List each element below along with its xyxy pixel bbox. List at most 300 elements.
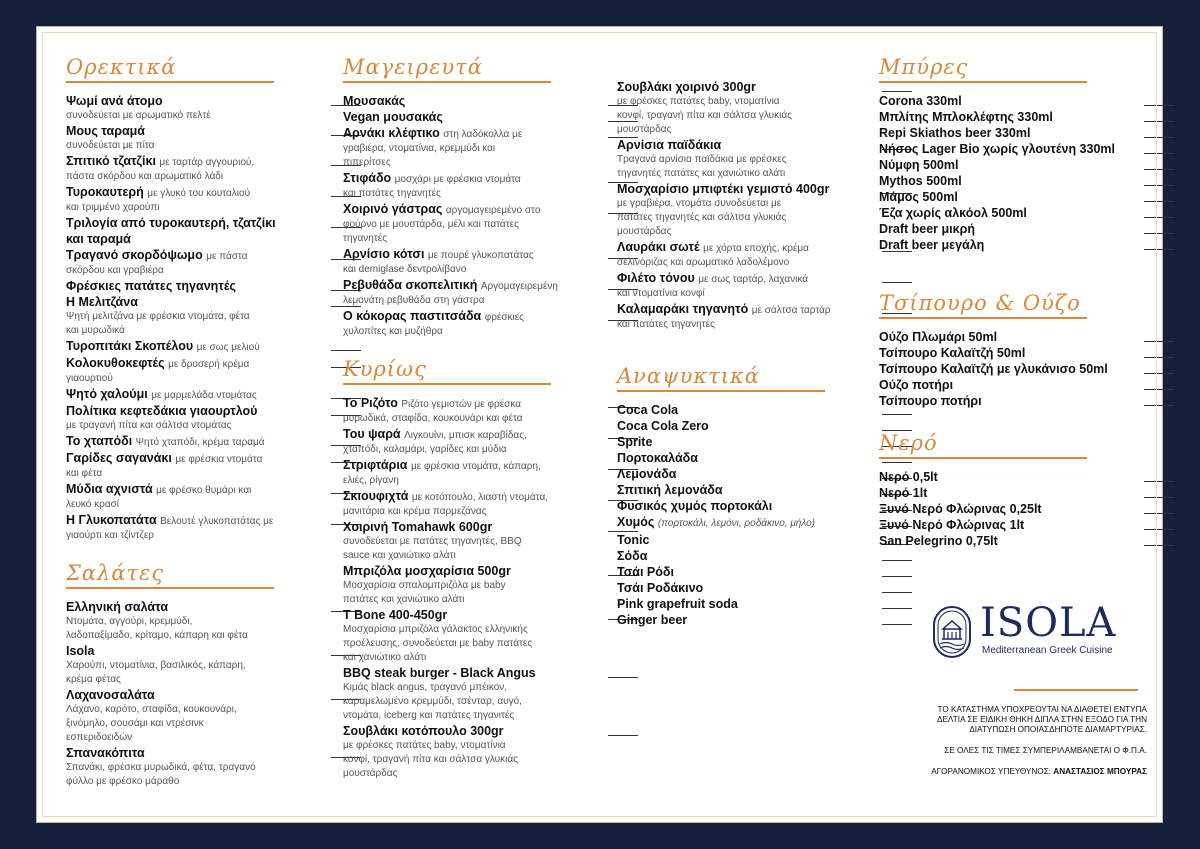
menu-item (343, 308, 588, 339)
price-blank-line (1144, 105, 1174, 106)
menu-item (879, 329, 1124, 345)
item-name-line (879, 141, 1124, 157)
responsible-name: ΑΝΑΣΤΑΣΙΟΣ ΜΠΟΥΡΑΣ (1053, 767, 1147, 776)
price-blank-line (608, 735, 638, 736)
menu-item (879, 237, 1124, 253)
item-name-line (617, 596, 862, 612)
menu-item (617, 402, 862, 418)
item-name: Ελληνική σαλάτα (66, 600, 169, 614)
item-name: Τυροπιτάκι Σκοπέλου (66, 339, 194, 353)
menu-item (879, 93, 1124, 109)
item-description: Μοσχαρίσια μπριζόλα γάλακτος ελληνικής (343, 624, 528, 635)
item-inline-description: με φρέσκο θυμάρι και (156, 485, 252, 496)
menu-item (879, 109, 1124, 125)
section-header-spirits (879, 293, 1139, 321)
item-name: Σκιουφιχτά (343, 489, 409, 503)
spirits-list (879, 329, 1139, 409)
menu-item (617, 239, 862, 270)
item-description: συνοδεύεται με πίτα (66, 140, 155, 151)
item-name: Draft beer μεγάλη (879, 238, 985, 252)
item-description: sauce και χανιώτικο αλάτι (343, 550, 456, 561)
menu-item (343, 723, 588, 781)
item-name: Πορτοκαλάδα (617, 451, 698, 465)
item-name-line (343, 488, 588, 505)
item-name-line (879, 189, 1124, 205)
item-name-line (66, 481, 311, 498)
item-description: τηγανητές (343, 233, 388, 244)
item-description: γραβιέρα, ντοματίνια, κρεμμύδι και (343, 143, 496, 154)
item-name: Isola (66, 644, 95, 658)
section-title: Μαγειρευτά (343, 55, 483, 79)
item-description: μουστάρδας (617, 124, 672, 135)
item-description: προέλευσης, συνοδεύεται με baby πατάτες (343, 638, 533, 649)
item-name: Τσίπουρο Καλαϊτζή 50ml (879, 346, 1026, 360)
item-name-line (343, 201, 588, 218)
item-name-line (879, 221, 1124, 237)
item-name-line (66, 355, 311, 372)
menu-item (879, 485, 1124, 501)
price-blank-line (1144, 389, 1174, 390)
menu-item (66, 215, 311, 247)
price-blank-line (1144, 545, 1174, 546)
item-inline-description: στη λαδόκολλα με (443, 129, 523, 140)
item-description: Μοσχαρίσια σπαλομπριζόλα με baby (343, 580, 506, 591)
item-description: και demiglase δεντρολίβανο (343, 264, 467, 275)
section-title: Κυρίως (343, 357, 427, 381)
item-name: Πολίτικα κεφτεδάκια γιαουρτλού (66, 404, 258, 418)
item-name: Τσάι Ροδάκινο (617, 581, 704, 595)
price-blank-line (1144, 233, 1174, 234)
item-name: Του ψαρά (343, 427, 401, 441)
item-description: Κιμάς black angus, τραγανό μπέικον, (343, 682, 508, 693)
item-inline-description: με ταρτάρ αγγουριού, (159, 157, 255, 168)
menu-item (66, 450, 311, 481)
price-blank-line (882, 608, 912, 609)
price-blank-line (1144, 217, 1174, 218)
item-name-line (617, 434, 862, 450)
beers-list (879, 93, 1139, 253)
item-description: πιπερίτσες (343, 157, 391, 168)
item-description: Ψητή μελιτζάνα με φρέσκια ντομάτα, φέτα (66, 311, 250, 322)
item-description: πατάτες τηγανητές και σάλτσα γλυκιάς (617, 212, 787, 223)
item-name-line (66, 512, 311, 529)
section-title: Τσίπουρο & Ούζο (879, 291, 1081, 315)
section-title: Αναψυκτικά (617, 364, 760, 388)
item-name: San Pelegrino 0,75lt (879, 534, 998, 548)
menu-item (617, 612, 862, 628)
price-blank-line (1144, 341, 1174, 342)
section-title: Ορεκτικά (66, 55, 177, 79)
item-description: και πατάτες τηγανητές (343, 188, 441, 199)
item-name-line (879, 501, 1124, 517)
item-inline-description: με φρέσκια ντομάτα, κάπαρη, (410, 461, 541, 472)
item-inline-description: με γλυκό του κουταλιού (147, 188, 251, 199)
item-name-line (617, 301, 862, 318)
item-description: λευκό κρασί (66, 499, 120, 510)
item-description: με φρέσκες πατάτες baby, ντοματίνια (343, 740, 506, 751)
item-name-line (66, 450, 311, 467)
item-name: Λεμονάδα (617, 467, 677, 481)
item-name: Μους ταραμά (66, 124, 145, 138)
item-name-line (617, 564, 862, 580)
item-name: Στριφτάρια (343, 458, 408, 472)
item-name-line (617, 482, 862, 498)
menu-item (66, 247, 311, 278)
menu-item (343, 170, 588, 201)
menu-item (879, 517, 1124, 533)
item-description: μουστάρδας (343, 768, 398, 779)
menu-item (879, 377, 1124, 393)
soft-drinks-list (617, 402, 877, 628)
item-name-continued: και ταραμά (66, 232, 131, 246)
price-blank-line (1144, 373, 1174, 374)
menu-item (66, 433, 311, 450)
menu-item (879, 205, 1124, 221)
item-description: και φέτα (66, 468, 103, 479)
item-inline-description: Αργομαγειρεμένη (480, 281, 558, 292)
item-name: Coca Cola (617, 403, 679, 417)
menu-item (343, 488, 588, 519)
item-description: γιαούρτι και τζίντζερ (66, 530, 154, 541)
item-inline-description: μοσχάρι με φρέσκια ντομάτα (394, 174, 521, 185)
item-name-line (617, 548, 862, 564)
price-blank-line (608, 677, 638, 678)
price-blank-line (1144, 405, 1174, 406)
item-name: Μύδια αχνιστά (66, 482, 153, 496)
item-name: Draft beer μικρή (879, 222, 975, 236)
item-description: Ντομάτα, αγγούρι, κρεμμύδι, (66, 616, 193, 627)
menu-item (617, 532, 862, 548)
item-name-line (66, 153, 311, 170)
price-blank-line (1144, 529, 1174, 530)
item-name-line (617, 498, 862, 514)
item-name: Στιφάδο (343, 171, 392, 185)
brand-tagline: Mediterranean Greek Cuisine (982, 645, 1113, 656)
item-description: γιαουρτιού (66, 373, 113, 384)
item-description: Τραγανά αρνίσια παϊδάκια με φρέσκες (617, 154, 787, 165)
item-description: καραμελωμένο κρεμμύδι, τσένταρ, αυγό, (343, 696, 522, 707)
menu-item (617, 301, 862, 332)
price-blank-line (1144, 185, 1174, 186)
menu-item (617, 270, 862, 301)
menu-item (66, 278, 311, 294)
item-description: φούρνο με μουστάρδα, μέλι και πατάτες (343, 219, 519, 230)
item-name-line (66, 338, 311, 355)
item-description: με φρέσκες πατάτες baby, ντοματίνια (617, 96, 780, 107)
item-name-line (879, 517, 1124, 533)
item-name: Νερό 0,5lt (879, 470, 938, 484)
item-name-line (879, 173, 1124, 189)
menu-item (343, 665, 588, 723)
item-name: Αρνίσια παϊδάκια (617, 138, 722, 152)
item-name-line (343, 246, 588, 263)
menu-item (617, 418, 862, 434)
item-name: Νύμφη 500ml (879, 158, 959, 172)
menu-item (343, 277, 588, 308)
legal-notice (877, 705, 1147, 777)
item-name: Καλαμαράκι τηγανητό (617, 302, 749, 316)
item-name: Χοιρινή Tomahawk 600gr (343, 520, 493, 534)
item-name: Τσίπουρο ποτήρι (879, 394, 982, 408)
section-title: Μπύρες (879, 55, 969, 79)
item-inline-description: με σάλτσα ταρτάρ (751, 305, 831, 316)
item-inline-description: με σως ταρτάρ, λαχανικά (698, 274, 809, 285)
price-blank-line (882, 624, 912, 625)
menu-item (617, 596, 862, 612)
item-name: Νήσος Lager Bio χωρίς γλουτένη 330ml (879, 142, 1115, 156)
menu-item (617, 137, 862, 181)
item-name: Τριλογία από τυροκαυτερή, τζατζίκι (66, 216, 276, 230)
mains-list (343, 395, 603, 781)
notice-vat: ΣΕ ΟΛΕΣ ΤΙΣ ΤΙΜΕΣ ΣΥΜΠΕΡΙΛΑΜΒΑΝΕΤΑΙ Ο Φ.Π.Α. (944, 746, 1147, 755)
menu-item (879, 501, 1124, 517)
menu-item (66, 481, 311, 512)
section-rule (879, 317, 1087, 319)
item-name-line (879, 485, 1124, 501)
item-description: και ντοματίνια κονφί (617, 288, 705, 299)
item-name: Το Ριζότο (343, 396, 398, 410)
item-name-line (343, 426, 588, 443)
item-description: με τραγανή πίτα και σάλτσα ντομάτας (66, 420, 232, 431)
item-name-line (343, 457, 588, 474)
item-name-line (617, 450, 862, 466)
item-name: Χοιρινό γάστρας (343, 202, 443, 216)
item-description: κρέμα φέτας (66, 674, 121, 685)
section-header-soft-drinks (617, 366, 877, 394)
menu-item (617, 434, 862, 450)
menu-item (617, 580, 862, 596)
menu-item (66, 643, 311, 687)
item-name-line (66, 403, 311, 419)
item-name: Νερό 1lt (879, 486, 928, 500)
price-blank-line (1144, 513, 1174, 514)
item-name-line (343, 665, 588, 681)
notice-responsible (877, 767, 1147, 777)
price-blank-line (882, 576, 912, 577)
item-name-line (617, 239, 862, 256)
item-name-line (66, 184, 311, 201)
menu-item (879, 393, 1124, 409)
brand-name: ISOLA (980, 600, 1117, 646)
section-rule (343, 81, 551, 83)
item-name-line (343, 395, 588, 412)
item-name-line (617, 466, 862, 482)
menu-item (343, 201, 588, 246)
item-name-line (617, 514, 862, 532)
item-name: Τσίπουρο Καλαϊτζή με γλυκάνισο 50ml (879, 362, 1108, 376)
menu-item (66, 338, 311, 355)
item-description: μουστάρδας (617, 226, 672, 237)
item-description: πάστα σκόρδου και αρωματικό λάδι (66, 171, 224, 182)
item-description: χταπόδι, καλαμάρι, γαρίδες και μύδια (343, 444, 507, 455)
item-name: Χυμός (617, 515, 655, 529)
menu-item (343, 246, 588, 277)
item-inline-description: με κοτόπουλο, λιαστή ντομάτα, (411, 492, 549, 503)
item-name: Σουβλάκι χοιρινό 300gr (617, 80, 756, 94)
menu-item (343, 93, 588, 109)
item-description: Χαρούπι, ντοματίνια, βασιλικός, κάπαρη, (66, 660, 246, 671)
item-description: λαδοπαξίμαδο, κρίταμο, κάπαρη και φέτα (66, 630, 248, 641)
section-header-salads (66, 563, 326, 591)
menu-item (343, 457, 588, 488)
item-inline-description: με πουρέ γλυκοπατάτας (427, 250, 534, 261)
menu-item (879, 157, 1124, 173)
item-name: Σόδα (617, 549, 648, 563)
price-blank-line (1144, 357, 1174, 358)
item-description: εσπεριδοειδών (66, 732, 133, 743)
item-name: Λαυράκι σωτέ (617, 240, 700, 254)
item-name-line (617, 418, 862, 434)
item-name: BBQ steak burger - Black Angus (343, 666, 536, 680)
item-name: Αρνάκι κλέφτικο (343, 126, 440, 140)
price-blank-line (1144, 249, 1174, 250)
item-description: ντομάτα, iceberg και πατάτες τηγανιτές (343, 710, 515, 721)
item-name-line (343, 277, 588, 294)
section-header-water (879, 433, 1139, 461)
item-name-line (879, 393, 1124, 409)
item-name: Λαχανοσαλάτα (66, 688, 155, 702)
item-name: Φυσικός χυμός πορτοκάλι (617, 499, 773, 513)
menu-item (617, 79, 862, 137)
item-name-line (66, 294, 311, 310)
item-name: Μάμος 500ml (879, 190, 958, 204)
item-inline-description: φρέσκιες (484, 312, 525, 323)
item-description: συνοδεύεται με αρωματικό πελτέ (66, 110, 211, 121)
item-description: φύλλο με φρέσκο μάραθο (66, 776, 180, 787)
item-description: πατάτες και χανιώτικο αλάτι (343, 594, 465, 605)
item-description: κονφί, τραγανή πίτα και σάλτσα γλυκιάς (617, 110, 792, 121)
menu-item (66, 184, 311, 215)
menu-item (66, 355, 311, 386)
item-name: Μουσακάς (343, 94, 406, 108)
item-description: με γραβιέρα, ντομάτα συνοδεύεται με (617, 198, 782, 209)
notice-rule (1014, 689, 1138, 691)
item-name-line (66, 433, 311, 450)
item-name-line (66, 247, 311, 264)
item-name-line (343, 563, 588, 579)
item-description: συνοδεύεται με πατάτες τηγανητές, BBQ (343, 536, 522, 547)
menu-item (617, 564, 862, 580)
item-name: Ξυνό Νερό Φλώρινας 1lt (879, 518, 1025, 532)
item-inline-description: με μαρμελάδα ντομάτας (151, 390, 257, 401)
brand-logo (932, 600, 1147, 663)
item-description: σελινόριζας και αρωματικό λαδολέμονο (617, 257, 790, 268)
item-name: Ούζο Πλωμάρι 50ml (879, 330, 998, 344)
item-name-line (66, 599, 311, 615)
item-description: κονφί, τραγανή πίτα και σάλτσα γλυκιάς (343, 754, 518, 765)
responsible-label: ΑΓΟΡΑΝΟΜΙΚΟΣ ΥΠΕΥΘΥΝΟΣ: (931, 767, 1051, 776)
menu-item (343, 563, 588, 607)
menu-item (66, 386, 311, 403)
menu-sheet (36, 26, 1163, 823)
notice-line-3: ΔΙΑΤΥΠΩΣΗ ΟΠΟΙΑΣΔΗΠΟΤΕ ΔΙΑΜΑΡΤΥΡΙΑΣ. (969, 725, 1147, 734)
item-name-line (66, 215, 311, 231)
item-name-line (66, 745, 311, 761)
section-rule (879, 457, 1087, 459)
item-description: και πατάτες τηγανητές (617, 319, 715, 330)
item-name: Vegan μουσακάς (343, 110, 443, 124)
item-name-line (343, 607, 588, 623)
item-name-line (617, 580, 862, 596)
menu-item (617, 181, 862, 239)
item-inline-description: Βελουτέ γλυκοπατάτας με (160, 516, 274, 527)
item-name: Mythos 500ml (879, 174, 962, 188)
item-inline-description: με χόρτα εποχής, κρέμα (703, 243, 809, 254)
item-name: Αρνίσιο κότσι (343, 247, 425, 261)
item-name-line (617, 402, 862, 418)
item-name-line (617, 181, 862, 197)
menu-item (343, 426, 588, 457)
item-name-line (879, 157, 1124, 173)
item-name: Η Γλυκοπατάτα (66, 513, 157, 527)
water-list (879, 469, 1139, 549)
item-description: ελιές, ρίγανη (343, 475, 399, 486)
item-name: Τσάι Ρόδι (617, 565, 674, 579)
item-description: και μυρωδικά (66, 325, 125, 336)
item-description: ξινόμηλο, σουσάμι και ντρέσινκ (66, 718, 204, 729)
menu-item (66, 745, 311, 789)
menu-item (343, 125, 588, 170)
menu-item (617, 466, 862, 482)
column-4 (879, 57, 1139, 549)
item-inline-description: Λιγκουίνι, μπισκ καραβίδας, (404, 430, 527, 441)
item-inline-description: με πάστα (206, 251, 248, 262)
menu-item (617, 482, 862, 498)
item-name: Coca Cola Zero (617, 419, 709, 433)
item-name-line (66, 687, 311, 703)
item-name-line (617, 532, 862, 548)
item-name-line (879, 109, 1124, 125)
section-rule (879, 81, 1087, 83)
item-description: Λάχανο, καρότο, σταφίδα, κουκουνάρι, (66, 704, 237, 715)
column-3 (617, 79, 877, 628)
item-name-line (66, 93, 311, 109)
section-header-appetizers (66, 57, 326, 85)
menu-item (66, 294, 311, 338)
appetizers-list (66, 93, 326, 543)
menu-item (617, 498, 862, 514)
item-name-line (66, 123, 311, 139)
item-inline-description: Ψητό χταπόδι, κρέμα ταραμά (135, 437, 265, 448)
item-name: Τυροκαυτερή (66, 185, 144, 199)
item-name: Σπανακόπιτα (66, 746, 145, 760)
salads-list (66, 599, 326, 789)
price-blank-line (1144, 201, 1174, 202)
section-rule (617, 390, 825, 392)
price-blank-line (1144, 121, 1174, 122)
menu-item (343, 109, 588, 125)
item-name: Tonic (617, 533, 650, 547)
menu-item (66, 599, 311, 643)
item-inline-description: με φρέσκια ντομάτα (175, 454, 263, 465)
item-inline-description: με σως μελιού (196, 342, 260, 353)
item-name: Ψητό χαλούμι (66, 387, 148, 401)
item-name-line (343, 93, 588, 109)
column-2 (343, 57, 603, 781)
menu-item (66, 123, 311, 153)
item-name-line (343, 109, 588, 125)
item-name-line (617, 612, 862, 628)
item-description: μυρωδικά, σταφίδα, κουκουνάρι και φέτα (343, 413, 523, 424)
menu-item (879, 361, 1124, 377)
item-name: Corona 330ml (879, 94, 962, 108)
item-name-line (879, 93, 1124, 109)
section-header-beers (879, 57, 1139, 85)
item-name: T Bone 400-450gr (343, 608, 448, 622)
price-blank-line (1144, 497, 1174, 498)
item-name: Μπλίτης Μπλοκλέφτης 330ml (879, 110, 1053, 124)
item-inline-description: αργομαγειρεμένο στο (445, 205, 541, 216)
